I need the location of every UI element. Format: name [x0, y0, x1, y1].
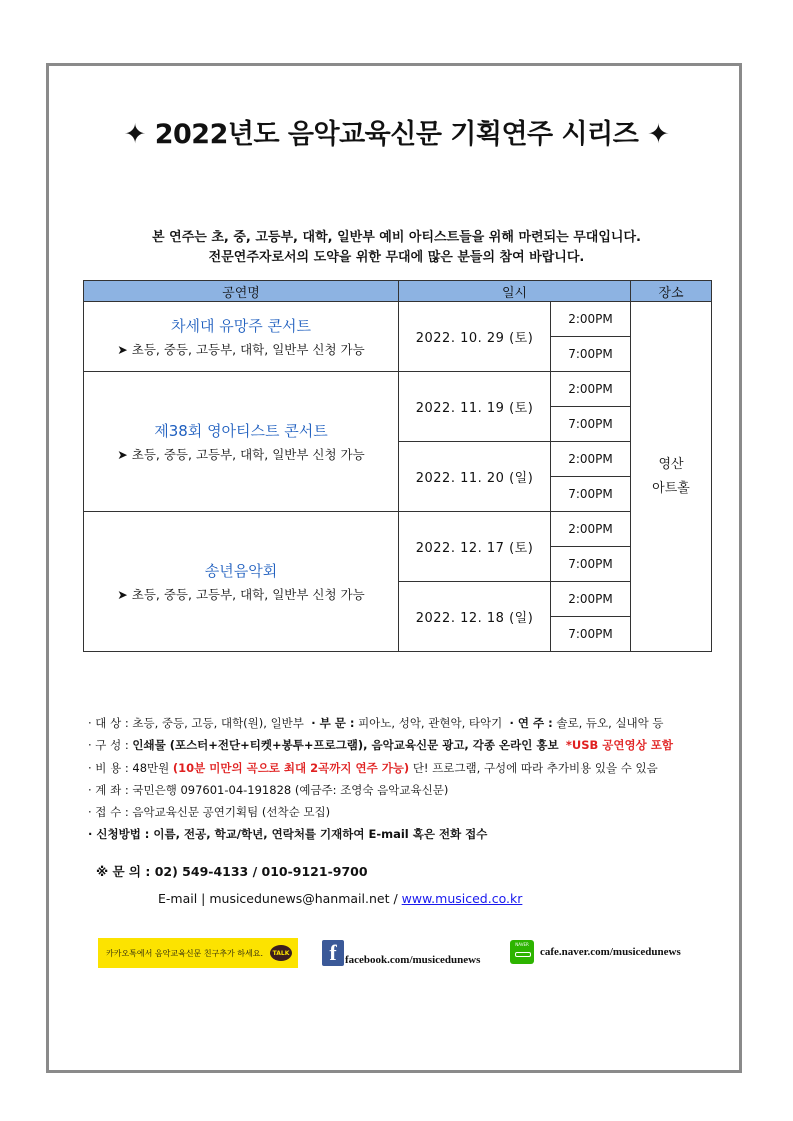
perform-label: · 연 주 : — [509, 716, 553, 730]
category-label: · 부 문 : — [311, 716, 355, 730]
time-cell: 2:00PM — [551, 582, 631, 617]
target-value: 초등, 중등, 고등, 대학(원), 일반부 — [132, 716, 304, 730]
date-cell: 2022. 11. 19 (토) — [399, 372, 551, 442]
time-cell: 7:00PM — [551, 547, 631, 582]
table-row — [84, 512, 712, 547]
cost-value: 48만원 — [132, 760, 170, 775]
performance-note: ➤ 초등, 중등, 고등부, 대학, 일반부 신청 가능 — [117, 342, 365, 357]
performance-title: 송년음악회 — [204, 562, 278, 580]
intro-line-1: 본 연주는 초, 중, 고등부, 대학, 일반부 예비 아티스트들을 위해 마련되는 무대입니다. — [152, 230, 641, 245]
time-cell: 2:00PM — [551, 442, 631, 477]
kakao-text: 카카오톡에서 음악교육신문 친구추가 하세요. — [106, 948, 264, 958]
performance-note: ➤ 초등, 중등, 고등부, 대학, 일반부 신청 가능 — [117, 587, 365, 602]
category-value: 피아노, 성악, 관현악, 타악기 — [358, 716, 503, 730]
time-cell: 2:00PM — [551, 302, 631, 337]
info-reception-row — [88, 801, 728, 823]
header-venue: 장소 — [631, 281, 712, 302]
performance-cell — [84, 512, 399, 652]
table-row — [84, 302, 712, 337]
time-cell: 7:00PM — [551, 617, 631, 652]
info-target-row — [88, 712, 728, 734]
kakao-banner[interactable] — [98, 938, 298, 968]
time-cell: 2:00PM — [551, 372, 631, 407]
table-row — [84, 372, 712, 407]
date-cell: 2022. 10. 29 (토) — [399, 302, 551, 372]
time-cell: 7:00PM — [551, 477, 631, 512]
reception-label: · 접 수 : — [88, 805, 129, 820]
schedule-table — [83, 280, 712, 652]
naver-icon — [510, 940, 534, 964]
naver-text: cafe.naver.com/musicedunews — [540, 946, 681, 958]
contact-phone: ※ 문 의 : 02) 549-4133 / 010-9121-9700 — [96, 864, 368, 879]
info-account-row — [88, 779, 728, 801]
date-cell: 2022. 11. 20 (일) — [399, 442, 551, 512]
composition-value: 인쇄물 (포스터+전단+티켓+봉투+프로그램), 음악교육신문 광고, 각종 온라인 홍보 — [132, 738, 559, 753]
account-label: · 계 좌 : — [88, 782, 129, 797]
page-title: ✦ 2022년도 음악교육신문 기획연주 시리즈 ✦ — [123, 119, 670, 150]
table-header-row — [84, 281, 712, 302]
performance-note: ➤ 초등, 중등, 고등부, 대학, 일반부 신청 가능 — [117, 447, 365, 462]
naver-icon-label: NAVER — [515, 942, 529, 947]
venue-line-2: 아트홀 — [652, 480, 690, 496]
header-datetime: 일시 — [399, 281, 631, 302]
facebook-icon: f — [322, 940, 344, 966]
contact-email — [158, 891, 522, 906]
cost-label: · 비 용 : — [88, 760, 129, 775]
facebook-link[interactable] — [322, 940, 480, 966]
info-cost-row — [88, 757, 728, 779]
cost-note: 단! 프로그램, 구성에 따라 추가비용 있을 수 있음 — [412, 760, 658, 775]
naver-cafe-link[interactable] — [510, 940, 681, 964]
performance-cell — [84, 302, 399, 372]
kakao-talk-icon: TALK — [270, 945, 292, 961]
time-cell: 7:00PM — [551, 407, 631, 442]
naver-icon-bar — [515, 952, 531, 957]
composition-usb: *USB 공연영상 포함 — [565, 738, 673, 753]
info-apply-row: · 신청방법 : 이름, 전공, 학교/학년, 연락처를 기재하여 E-mail 혹은 전화 접수 — [88, 827, 488, 842]
time-cell: 2:00PM — [551, 512, 631, 547]
website-link[interactable]: www.musiced.co.kr — [401, 891, 523, 906]
venue-line-1: 영산 — [658, 456, 684, 472]
facebook-text: facebook.com/musicedunews — [345, 954, 481, 966]
target-label: · 대 상 : — [88, 716, 129, 730]
header-performance: 공연명 — [84, 281, 399, 302]
performance-title: 제38회 영아티스트 콘서트 — [154, 422, 328, 440]
performance-title: 차세대 유망주 콘서트 — [171, 317, 311, 335]
venue-cell — [631, 302, 712, 652]
info-list — [88, 712, 728, 846]
cost-highlight: (10분 미만의 곡으로 최대 2곡까지 연주 가능) — [172, 760, 410, 775]
info-composition-row — [88, 734, 728, 756]
intro-line-2: 전문연주자로서의 도약을 위한 무대에 많은 분들의 참여 바랍니다. — [208, 250, 585, 265]
date-cell: 2022. 12. 17 (토) — [399, 512, 551, 582]
performance-cell — [84, 372, 399, 512]
account-value: 국민은행 097601-04-191828 (예금주: 조영숙 음악교육신문) — [132, 782, 449, 797]
perform-value: 솔로, 듀오, 실내악 등 — [556, 716, 664, 730]
email-text: E-mail | musicedunews@hanmail.net / — [158, 891, 398, 906]
intro-text — [0, 228, 793, 268]
reception-value: 음악교육신문 공연기획팀 (선착순 모집) — [132, 805, 331, 820]
composition-label: · 구 성 : — [88, 738, 129, 753]
time-cell: 7:00PM — [551, 337, 631, 372]
date-cell: 2022. 12. 18 (일) — [399, 582, 551, 652]
